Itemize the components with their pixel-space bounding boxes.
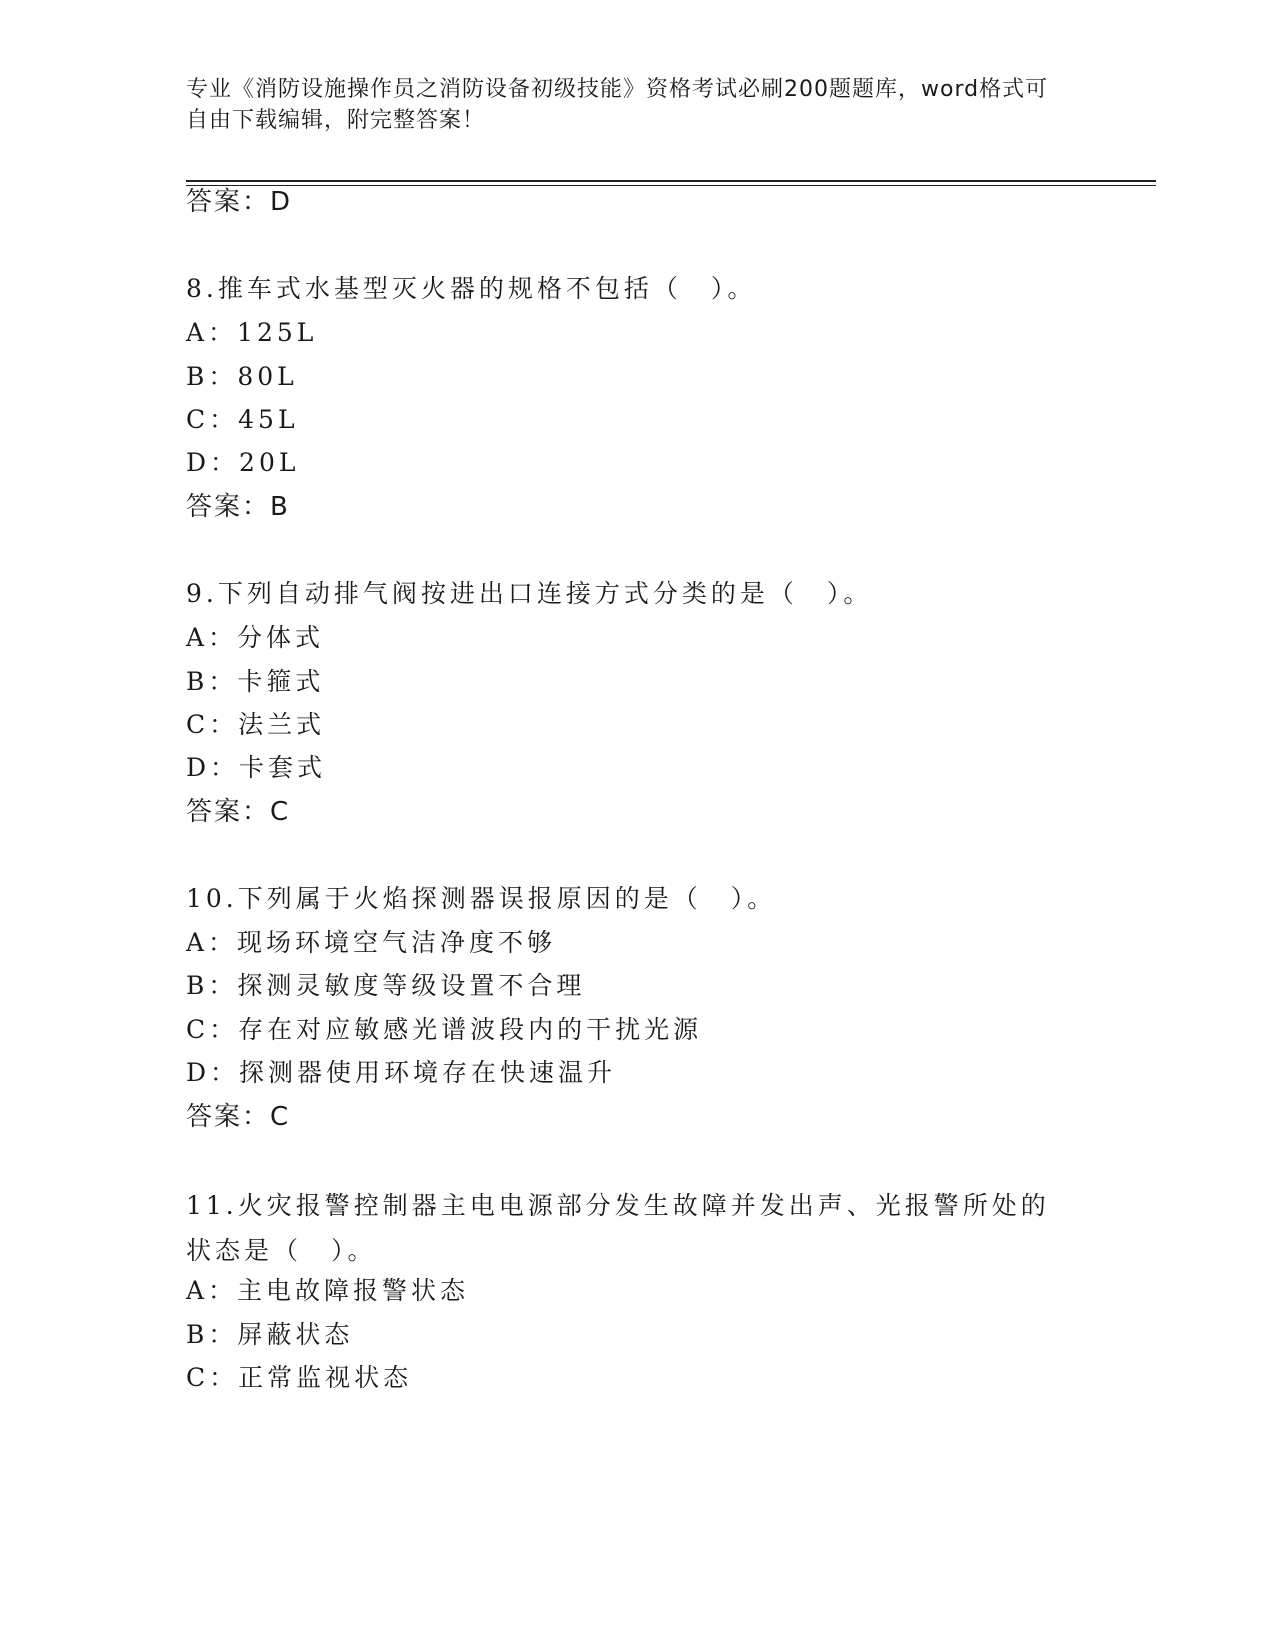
question-8-option-b: B：80L: [186, 362, 298, 391]
question-8-option-a: A：125L: [186, 318, 318, 347]
document-header: 专业《消防设施操作员之消防设备初级技能》资格考试必刷200题题库，word格式可自由下载编辑，附完整答案！: [186, 77, 1049, 133]
question-9-answer: 答案：C: [186, 797, 291, 827]
previous-answer: 答案：D: [186, 187, 293, 217]
question-9-option-b: B：卡箍式: [186, 667, 325, 696]
question-11-option-a: A：主电故障报警状态: [186, 1276, 470, 1305]
question-8-text: 8.推车式水基型灭火器的规格不包括（ ）。: [186, 274, 757, 303]
question-10-option-c: C：存在对应敏感光谱波段内的干扰光源: [186, 1015, 703, 1044]
header-divider-thick: [186, 180, 1156, 182]
question-10-option-b: B：探测灵敏度等级设置不合理: [186, 971, 586, 1000]
question-8-option-d: D：20L: [186, 448, 300, 477]
question-10-option-a: A：现场环境空气洁净度不够: [186, 928, 557, 957]
question-9-text: 9.下列自动排气阀按进出口连接方式分类的是（ ）。: [186, 579, 873, 608]
question-10-answer: 答案：C: [186, 1102, 291, 1132]
question-8-option-c: C：45L: [186, 405, 299, 434]
question-11-text: 11.火灾报警控制器主电电源部分发生故障并发出声、光报警所处的状态是（ ）。: [186, 1191, 1050, 1265]
question-8-answer: 答案：B: [186, 492, 290, 522]
question-11-option-b: B：屏蔽状态: [186, 1320, 354, 1349]
question-9-option-a: A：分体式: [186, 623, 325, 652]
question-10-option-d: D：探测器使用环境存在快速温升: [186, 1058, 617, 1087]
question-10-text: 10.下列属于火焰探测器误报原因的是（ ）。: [186, 884, 777, 913]
header-divider-thin: [186, 185, 1156, 186]
question-9-option-d: D：卡套式: [186, 753, 327, 782]
question-9-option-c: C：法兰式: [186, 710, 326, 739]
question-11-option-c: C：正常监视状态: [186, 1363, 413, 1392]
